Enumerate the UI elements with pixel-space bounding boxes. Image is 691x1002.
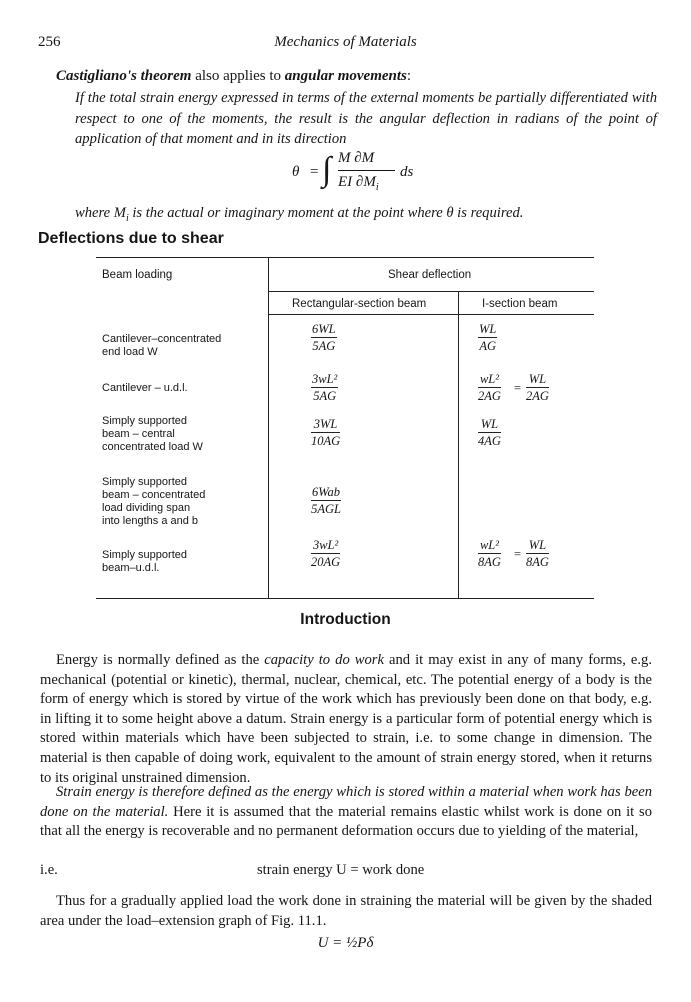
subheader-rect: Rectangular-section beam [292, 298, 427, 310]
castigliano-formula [292, 150, 432, 200]
theorem-mid: also applies to [191, 68, 285, 84]
table-divider-1 [268, 257, 269, 599]
where-b: is the actual or imaginary moment at the point where θ is required. [128, 205, 524, 221]
loading-line: Simply supported [102, 415, 187, 427]
i-deflection-alt [526, 538, 549, 569]
i-deflection [478, 322, 497, 353]
frac-num: wL² [479, 372, 499, 386]
frac-den: 4AG [478, 434, 501, 448]
loading-line: Simply supported [102, 476, 187, 488]
frac-den: 20AG [311, 555, 341, 569]
i-deflection-alt [526, 372, 549, 403]
strain-energy-equation: strain energy U = work done [257, 862, 425, 878]
u-formula: U = ½Pδ [317, 935, 374, 951]
frac-num: 6Wab [312, 485, 341, 499]
where-sub: i [125, 212, 129, 224]
frac-den: 10AG [311, 434, 341, 448]
introduction-heading: Introduction [300, 611, 391, 628]
equals-sign: = [514, 381, 522, 395]
theorem-term: angular movements [284, 68, 407, 84]
i-deflection [478, 417, 501, 448]
rect-deflection [311, 322, 337, 353]
loading-line: concentrated load W [102, 441, 203, 453]
formula-equals: = [310, 164, 319, 180]
frac-num: 3WL [311, 417, 340, 433]
frac-den: 8AG [478, 555, 501, 569]
loading-cell [102, 549, 187, 575]
running-title: Mechanics of Materials [274, 34, 417, 50]
rect-deflection [311, 417, 340, 448]
loading-line: end load W [102, 346, 158, 358]
paragraph-strain-energy [40, 783, 652, 842]
shear-deflection-table [96, 257, 594, 599]
loading-line: into lengths a and b [102, 515, 199, 527]
frac-num: wL² [479, 538, 499, 552]
p1-b: and it may exist in any of many forms, e.g. mechanical (potential or kinetic), thermal, nuclear, chemical, etc. The potential energy of a body is the form of energy which is stored by virtue of the work which has previously been done on that body, e.g. in lifting it to some height above a datum. Strain energy is a particular form of potential energy which is stored within materials which have been subjected to strain, i.e. to some change in dimension. The material is then capable of doing work, equivalent to the amount of strain energy stored, when it returns to its original unstrained dimension. [40, 652, 652, 786]
denominator-main: EI ∂M [338, 174, 376, 190]
frac-den: 8AG [526, 555, 549, 569]
formula-ds: ds [400, 164, 414, 180]
theorem-end: : [406, 68, 412, 84]
page-number: 256 [38, 34, 61, 50]
frac-num: 6WL [312, 322, 336, 336]
frac-num: 3wL² [312, 372, 338, 386]
loading-cell [102, 415, 203, 454]
fraction-bar [338, 170, 395, 171]
frac-num: WL [526, 538, 549, 554]
rect-deflection [311, 372, 338, 403]
frac-num: WL [479, 322, 497, 336]
loading-line: beam – concentrated [102, 489, 206, 501]
frac-den: 5AG [313, 389, 337, 403]
section-title: Deflections due to shear [38, 230, 224, 247]
denominator-subscript: i [375, 182, 379, 193]
table-header-rule [268, 291, 594, 292]
rect-deflection [311, 485, 341, 516]
frac-den: 5AGL [311, 502, 341, 516]
p1-a: Energy is normally defined as the [56, 652, 265, 668]
table-bottom-rule [96, 598, 594, 599]
formula-denominator [338, 174, 379, 193]
where-a: where M [75, 205, 126, 221]
table-divider-2 [458, 291, 459, 599]
ie-label: i.e. [40, 862, 58, 878]
p2-b: Here it is assumed that the material remains elastic whilst work is done on it so that all the energy is recoverable and no permanent deformation occurs due to yielding of the material, [40, 803, 652, 840]
col-header-shear: Shear deflection [388, 269, 472, 281]
loading-cell [102, 476, 205, 528]
col-header-beam: Beam loading [102, 269, 173, 281]
theorem-intro [56, 68, 411, 85]
frac-den: AG [479, 339, 497, 353]
formula-lhs: θ [292, 164, 300, 180]
loading-line: Simply supported [102, 549, 187, 561]
loading-line: beam – central [102, 428, 175, 440]
equals-sign: = [514, 547, 522, 561]
loading-line: beam–u.d.l. [102, 562, 160, 574]
table-subheader-rule [268, 314, 594, 315]
frac-den: 5AG [312, 339, 336, 353]
theorem-statement: If the total strain energy expressed in terms of the external moments be partially differentiated with respect to one of the moments, the result is the angular deflection in radians of the point of application of that moment and in its direction [75, 90, 657, 147]
frac-den: 2AG [478, 389, 501, 403]
loading-line: load dividing span [102, 502, 191, 514]
loading-cell [102, 333, 221, 359]
frac-den: 2AG [526, 389, 549, 403]
integral-sign: ∫ [322, 151, 332, 188]
where-line [75, 205, 523, 224]
loading-cell [102, 382, 188, 395]
subheader-i: I-section beam [482, 298, 558, 310]
i-deflection [478, 538, 501, 569]
i-deflection [478, 372, 501, 403]
frac-num: WL [478, 417, 501, 433]
p1-emphasis: capacity to do work [264, 652, 384, 668]
table-top-rule [96, 257, 594, 258]
loading-line: Cantilever–concentrated [102, 333, 222, 345]
rect-deflection [311, 538, 340, 569]
p2-emphasis: Strain energy is therefore defined as the energy which is stored within a material when work has been done on the material. [40, 784, 652, 820]
paragraph-energy [40, 651, 652, 788]
loading-line: Cantilever – u.d.l. [102, 382, 188, 394]
frac-num: WL [526, 372, 549, 388]
p3-text: Thus for a gradually applied load the work done in straining the material will be given by the shaded area under the load–extension graph of Fig. 11.1. [40, 893, 652, 929]
paragraph-work-done [40, 892, 652, 931]
theorem-name: Castigliano's theorem [56, 68, 192, 84]
frac-num: 3wL² [312, 538, 339, 552]
formula-numerator: M ∂M [338, 150, 375, 166]
